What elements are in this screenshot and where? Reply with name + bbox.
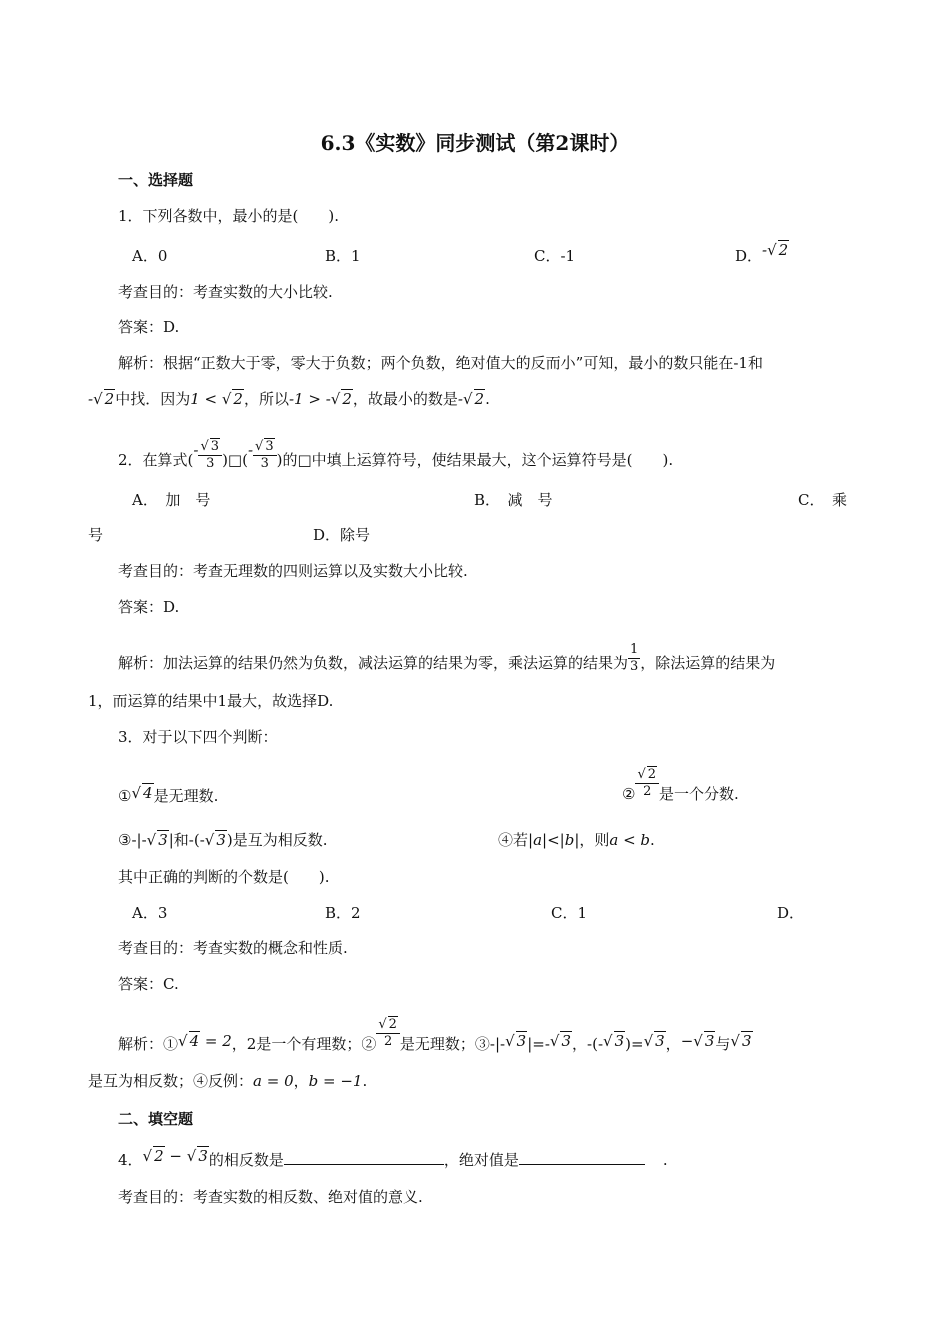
q1-option-d-label: D． (735, 247, 763, 265)
q3-j2-text: 是一个分数. (659, 785, 739, 803)
q2-stem-a: 2．在算式( (118, 451, 194, 469)
q3-option-a: A．3 (132, 904, 168, 922)
q4-blank-opposite[interactable] (284, 1149, 444, 1165)
q1-analysis-text-c: ，故最小的数是 (352, 390, 458, 408)
q1-analysis-text-b: ，所以 (243, 390, 289, 408)
math-b-eq-neg1: b = −1 (308, 1072, 363, 1090)
q3-judgement-2 (622, 760, 739, 804)
q2-option-a: A． 加 号 (132, 491, 211, 509)
q3-j4-text-a: ④若| (498, 831, 534, 849)
q4-stem-d: . (662, 1151, 668, 1169)
math-neg-sqrt3-over-3-a: - (193, 441, 199, 459)
q2-stem-b: )□( (222, 451, 248, 469)
q3-analysis-text-b: ，2是一个有理数；② (231, 1035, 377, 1053)
q3-analysis-text-k: . (362, 1072, 368, 1090)
q2-analysis-text-a: 解析：加法运算的结果仍然为负数，减法运算的结果为零，乘法运算的结果为 (118, 654, 629, 672)
math-sqrt3-e: √ 3 (603, 1032, 625, 1050)
q3-analysis-text-c: 是无理数；③-|- (399, 1035, 506, 1053)
q3-analysis-line1 (118, 1010, 753, 1054)
q3-j4-text-c: |，则 (574, 831, 610, 849)
q4-stem-a: 4． (118, 1151, 143, 1169)
q2-analysis-text-b: ，除法运算的结果为 (640, 654, 776, 672)
q3-option-c: C．1 (551, 904, 588, 922)
math-sqrt3-b: √ 3 (204, 831, 226, 849)
q2-option-d: D．除号 (313, 526, 371, 544)
q3-analysis-text-i: 是互为相反数；④反例： (88, 1072, 254, 1090)
q3-judgement-3 (118, 830, 328, 850)
q1-analysis-text-a: 中找．因为 (115, 390, 191, 408)
q3-judgement-1 (118, 786, 218, 806)
section-heading-choice: 一、选择题 (118, 171, 194, 189)
math-b: b (564, 831, 575, 849)
q2-option-b: B． 减 号 (474, 491, 553, 509)
q3-j2-num: ② (622, 785, 636, 803)
math-sqrt4-eq-2: √ 4 = 2 (178, 1032, 232, 1050)
q3-j4-text-b: |<| (542, 831, 565, 849)
q4-stem-b: 的相反数是 (208, 1151, 284, 1169)
q2-answer: 答案：D. (118, 598, 180, 616)
q4-purpose: 考查目的：考查实数的相反数、绝对值的意义. (118, 1188, 423, 1206)
math-neg-sqrt2-answer: -√ 2 (457, 390, 485, 408)
frac-sqrt2-over-2: $\frac{√ 2}{2}$ (635, 767, 659, 800)
q1-option-a: A．0 (132, 247, 168, 265)
section-heading-fill: 二、填空题 (118, 1110, 194, 1128)
q3-answer: 答案：C. (118, 975, 179, 993)
q2-stem (118, 440, 673, 480)
math-a-lt-b: a < b (609, 831, 651, 849)
math-neg-sqrt3: −√ 3 (680, 1032, 715, 1050)
q3-j3-text-b: |和-(- (168, 831, 205, 849)
frac-sqrt3-over-3-a: $\frac{√ 3}{3}$ (198, 439, 222, 472)
q3-analysis-text-g: ， (665, 1035, 681, 1053)
frac-sqrt2-over-2-analysis: $\frac{√ 2}{2}$ (376, 1017, 400, 1050)
math-sqrt2-minus-sqrt3: √ 2 − √ 3 (142, 1147, 208, 1165)
q3-j3-text-a: ③-|- (118, 831, 147, 849)
math-neg-sqrt2: -√ 2 (88, 390, 115, 408)
q1-stem: 1．下列各数中，最小的是( ). (118, 207, 340, 225)
q3-j1-text: 是无理数. (153, 787, 219, 805)
q1-option-b: B．1 (325, 247, 361, 265)
q1-option-c: C．-1 (534, 247, 576, 265)
math-sqrt3-d: √ 3 (549, 1032, 572, 1050)
q4-stem (118, 1149, 668, 1170)
q3-j1-num: ① (118, 787, 132, 805)
math-neg1-gt-negsqrt2: -1 > -√ 2 (288, 390, 352, 408)
q3-analysis-text-e: ，-(- (572, 1035, 604, 1053)
q2-option-c: C． 乘 (798, 491, 847, 509)
q3-option-b: B．2 (325, 904, 361, 922)
q1-analysis-line2 (88, 389, 490, 409)
math-sqrt3-f: √ 3 (643, 1032, 665, 1050)
q2-option-c-cont: 号 (88, 526, 104, 544)
q2-analysis-line1 (118, 641, 776, 681)
q4-blank-absolute[interactable] (519, 1149, 645, 1165)
math-1-lt-sqrt2: 1 < √ 2 (190, 390, 243, 408)
q3-j4-text-d: . (650, 831, 655, 849)
q1-option-d (735, 241, 789, 266)
q3-purpose: 考查目的：考查实数的概念和性质. (118, 939, 348, 957)
q3-analysis-text-j: ， (293, 1072, 309, 1090)
q1-purpose: 考查目的：考查实数的大小比较. (118, 283, 333, 301)
page-title: 6.3《实数》同步测试（第2课时） (320, 131, 630, 155)
q3-question: 其中正确的判断的个数是( ). (118, 868, 330, 886)
q3-judgement-4 (498, 830, 655, 850)
q3-analysis-text-d: |=- (527, 1035, 550, 1053)
q1-option-d-math: -√ 2 (762, 241, 789, 259)
frac-sqrt3-over-3-b: $\frac{√ 3}{3}$ (253, 439, 277, 472)
q2-stem-c: )的□中填上运算符号，使结果最大，这个运算符号是( ). (276, 451, 674, 469)
math-a-eq-0: a = 0 (253, 1072, 294, 1090)
q1-answer: 答案：D. (118, 318, 180, 336)
math-sqrt3-g: √ 3 (730, 1032, 752, 1050)
q3-option-d: D． (777, 904, 805, 922)
q3-j3-text-c: )是互为相反数. (226, 831, 328, 849)
frac-1-over-3: $\frac{1}{3}$ (630, 641, 639, 674)
q2-analysis-line2: 1，而运算的结果中1最大，故选择D. (88, 692, 334, 710)
q3-stem: 3．对于以下四个判断： (118, 728, 278, 746)
q3-analysis-line2 (88, 1071, 367, 1091)
q2-purpose: 考查目的：考查无理数的四则运算以及实数大小比较. (118, 562, 468, 580)
q1-analysis-text-d: . (485, 390, 490, 408)
q3-analysis-text-f: )= (625, 1035, 644, 1053)
q3-analysis-text-h: 与 (715, 1035, 731, 1053)
q3-analysis-text-a: 解析：① (118, 1035, 179, 1053)
math-sqrt3-c: √ 3 (505, 1032, 527, 1050)
math-sqrt3-a: √ 3 (146, 831, 168, 849)
math-a: a (533, 831, 543, 849)
q4-stem-c: ，绝对值是 (443, 1151, 519, 1169)
math-sqrt4: √ 4 (131, 784, 153, 802)
q1-analysis-line1: 解析：根据“正数大于零，零大于负数；两个负数，绝对值大的反而小”可知，最小的数只能在-1和 (118, 354, 763, 372)
math-neg-sqrt3-over-3-b: - (247, 441, 254, 459)
